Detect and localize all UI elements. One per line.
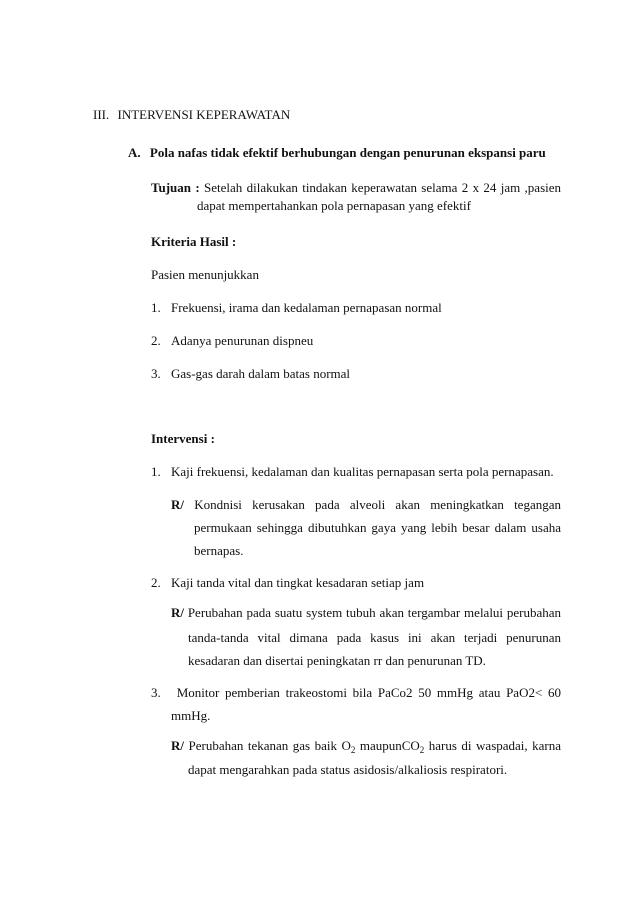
intervensi-item-cont: mmHg. <box>171 708 211 723</box>
rationale-label: R/ <box>171 497 184 512</box>
rationale-line: tanda-tanda vital dimana pada kasus ini akan terjadi penurunan <box>188 630 561 645</box>
subsection-letter: A. <box>128 145 141 160</box>
rationale-line <box>171 605 561 621</box>
rationale-label: R/ <box>171 605 184 620</box>
intervensi-label <box>151 431 215 447</box>
section-heading <box>93 107 290 123</box>
intervensi-item <box>151 575 424 591</box>
list-number: 3. <box>151 366 161 381</box>
rationale-text: Perubahan pada suatu system tubuh akan tergambar melalui perubahan <box>187 605 561 620</box>
subscript: 2 <box>419 745 425 755</box>
tujuan-line-2: dapat mempertahankan pola pernapasan yang efektif <box>197 198 471 213</box>
list-number: 1. <box>151 300 161 315</box>
rationale-text-c: harus di waspadai, karna <box>424 738 562 753</box>
rationale-text <box>189 738 562 753</box>
rationale-line: dapat mengarahkan pada status asidosis/alkaliosis respiratori. <box>188 762 508 777</box>
rationale-label: R/ <box>171 738 184 753</box>
kriteria-label-text: Kriteria Hasil : <box>151 234 237 249</box>
list-text: Frekuensi, irama dan kedalaman pernapasan normal <box>171 300 442 315</box>
intervensi-item <box>151 464 554 480</box>
rationale-line: kesadaran dan disertai peningkatan rr dan penurunan TD. <box>188 653 486 668</box>
heading-number: III. <box>93 107 110 122</box>
list-text: Kaji tanda vital dan tingkat kesadaran setiap jam <box>171 575 425 590</box>
subscript: 2 <box>350 745 356 755</box>
subsection-title <box>128 145 546 161</box>
rationale-line <box>171 497 561 513</box>
intervensi-label-text: Intervensi : <box>151 431 215 446</box>
list-text: Adanya penurunan dispneu <box>171 333 314 348</box>
kriteria-item <box>151 300 442 316</box>
rationale-text-b: maupunCO <box>355 738 420 753</box>
kriteria-label <box>151 234 236 250</box>
subsection-title-text: Pola nafas tidak efektif berhubungan dengan penurunan ekspansi paru <box>149 145 546 160</box>
kriteria-intro: Pasien menunjukkan <box>151 267 259 282</box>
list-number: 3. <box>151 685 161 700</box>
kriteria-item <box>151 366 350 382</box>
list-text: Monitor pemberian trakeostomi bila PaCo2 50 mmHg atau PaO2< 60 <box>176 685 562 700</box>
list-number: 2. <box>151 333 161 348</box>
tujuan-label: Tujuan : <box>151 180 200 195</box>
intervensi-item <box>151 685 561 701</box>
tujuan-text-1: Setelah dilakukan tindakan keperawatan selama 2 x 24 jam ,pasien <box>204 180 562 195</box>
kriteria-item <box>151 333 313 349</box>
rationale-text-a: Perubahan tekanan gas baik O <box>188 738 351 753</box>
rationale-line: bernapas. <box>194 543 244 558</box>
tujuan-line-1 <box>151 180 561 196</box>
list-number: 2. <box>151 575 161 590</box>
list-text: Gas-gas darah dalam batas normal <box>171 366 351 381</box>
list-text: Kaji frekuensi, kedalaman dan kualitas pernapasan serta pola pernapasan. <box>171 464 554 479</box>
rationale-line: permukaan sehingga dibutuhkan gaya yang lebih besar dalam usaha <box>194 520 561 535</box>
rationale-text: Kondnisi kerusakan pada alveoli akan meningkatkan tegangan <box>194 497 561 512</box>
heading-text: INTERVENSI KEPERAWATAN <box>117 107 291 122</box>
list-number: 1. <box>151 464 161 479</box>
rationale-line <box>171 738 561 754</box>
